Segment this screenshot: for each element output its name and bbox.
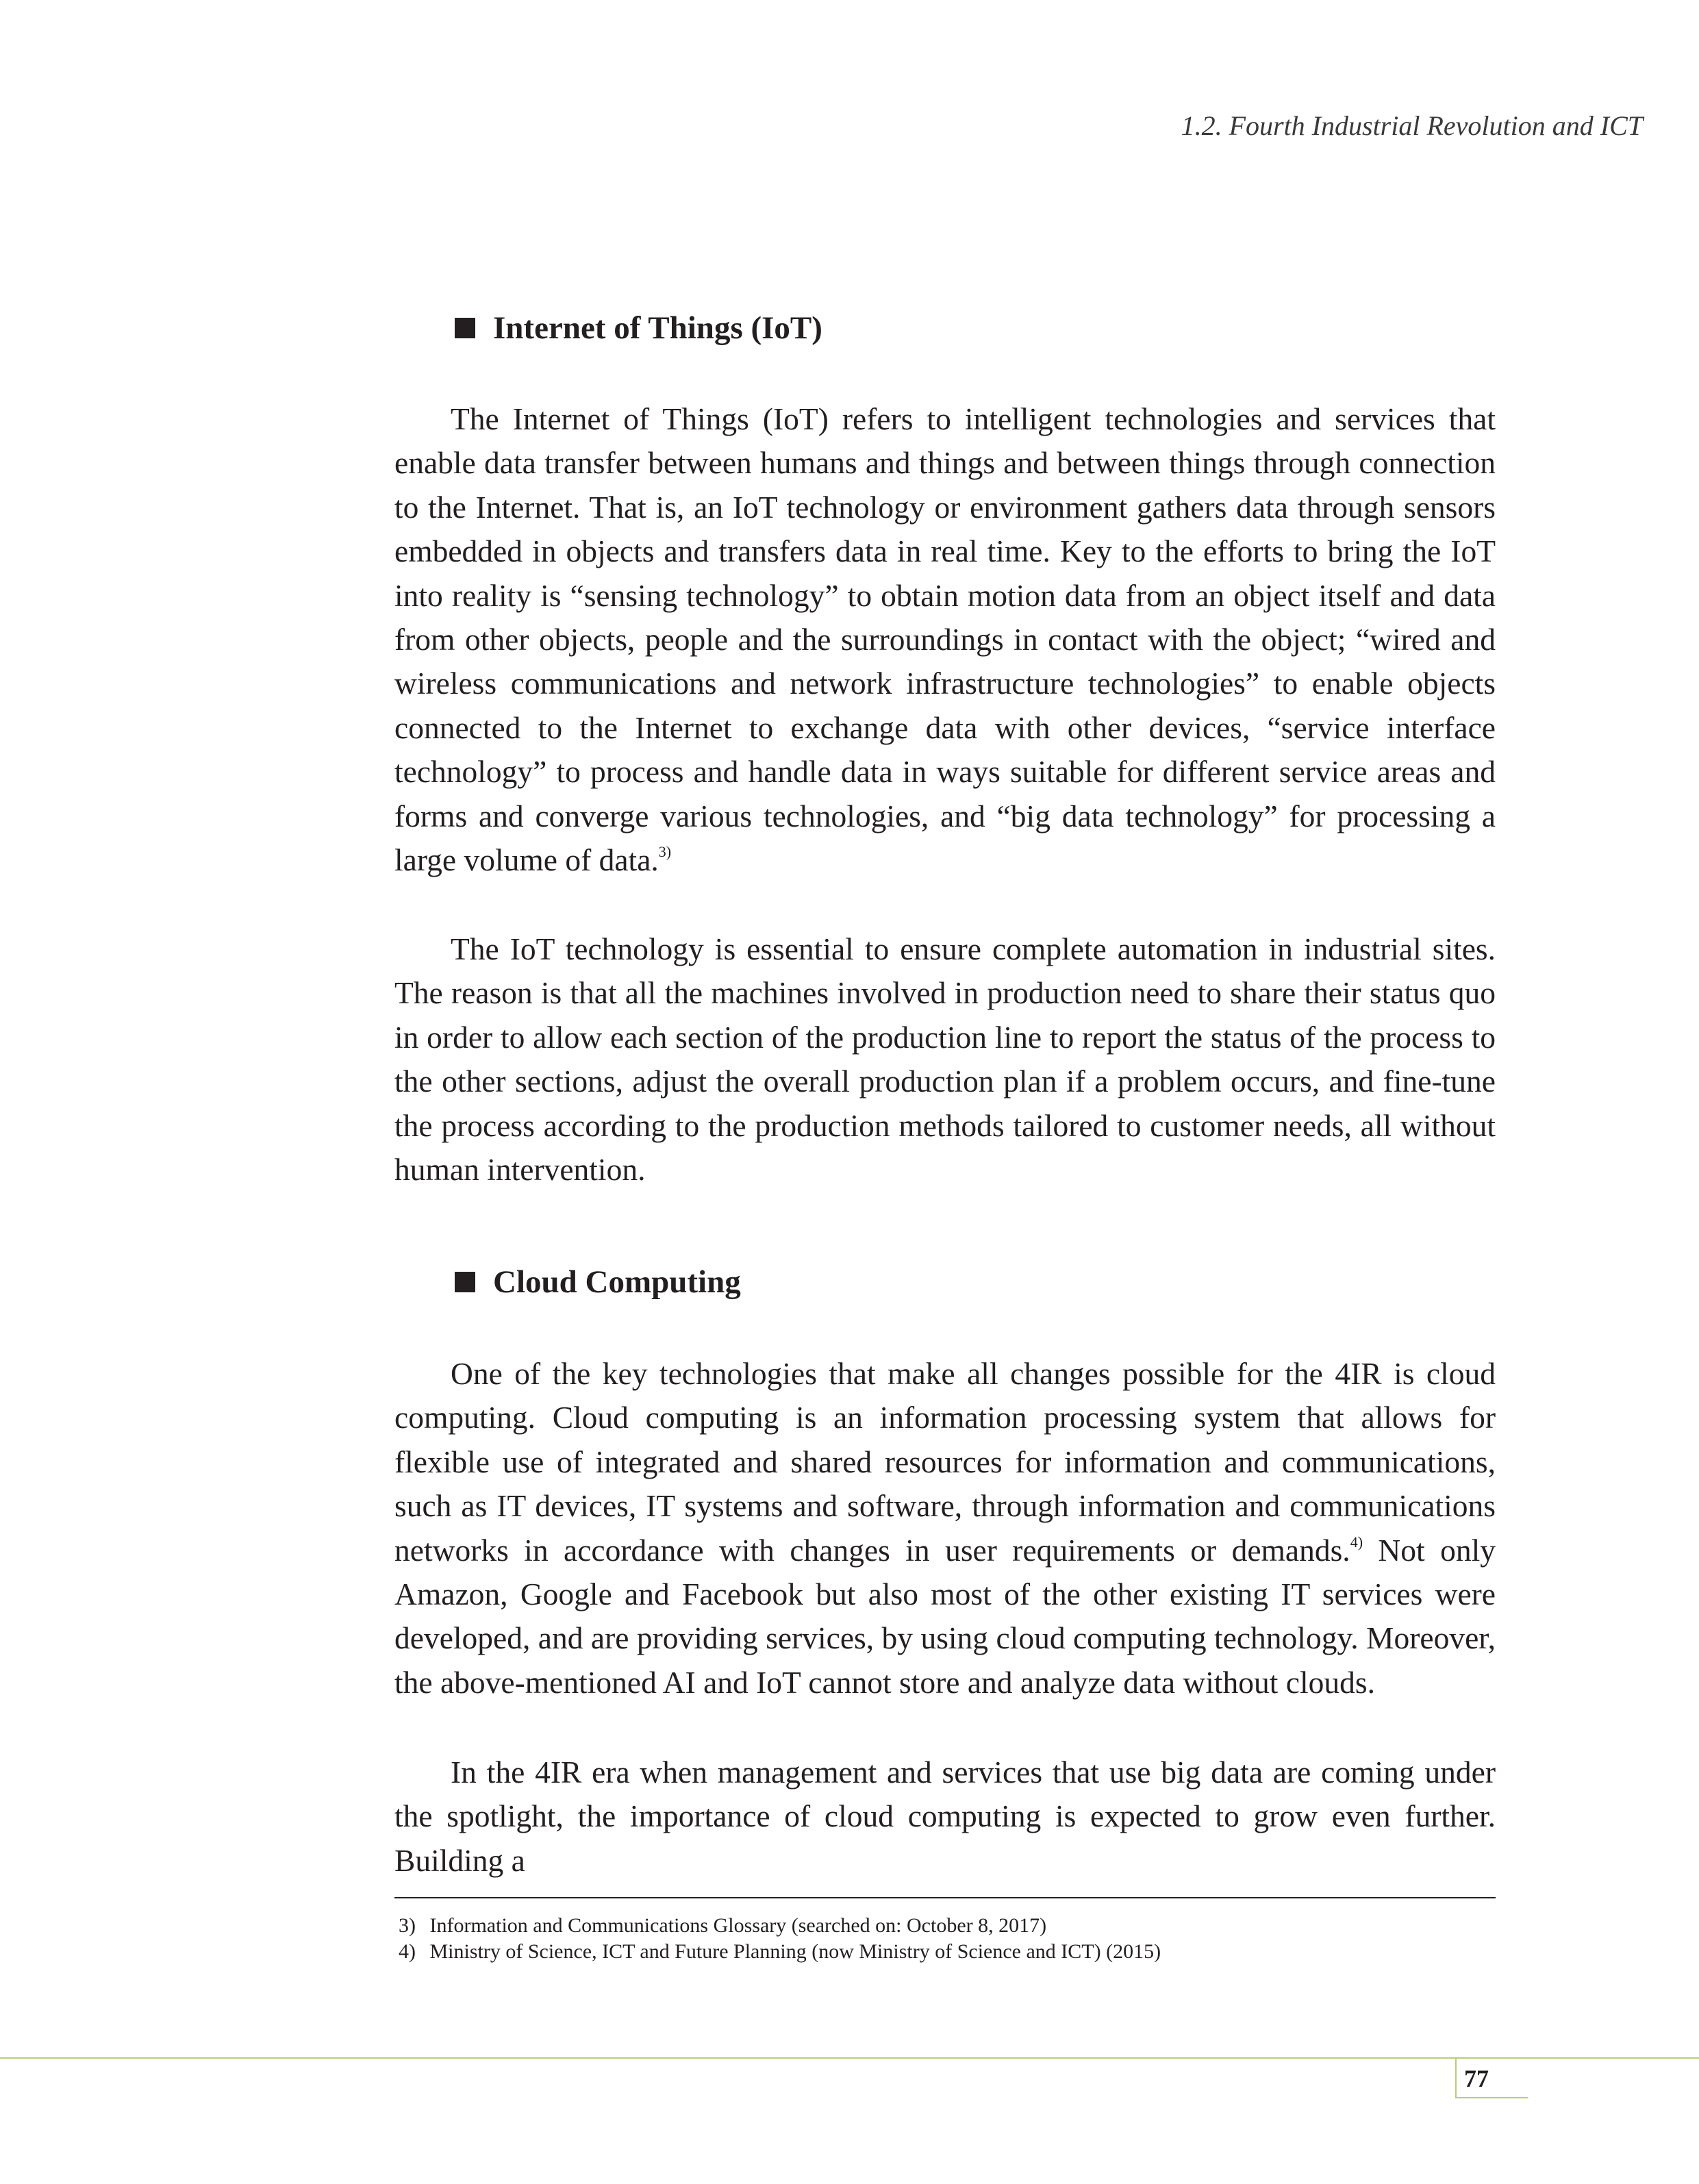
running-header: 1.2. Fourth Industrial Revolution and ICT [1181, 110, 1643, 141]
bottom-accent-line [0, 2057, 1699, 2059]
footnote-ref-3: 3) [658, 843, 672, 861]
paragraph-text: The Internet of Things (IoT) refers to intelligent technologies and services that enable data transfer between humans and things and between things through connection to the Internet. That is, an IoT technology or environment gathers data through sensors embedded in objects and transfers data in real time. Key to the efforts to bring the IoT into reality is “sensing technology” to obtain motion data from an object itself and data from other objects, people and the surroundings in contact with the object; “wired and wireless communications and network infrastructure technologies” to enable objects connected to the Internet to exchange data with other devices, “service interface technology” to process and handle data in ways suitable for different service areas and forms and converge various technologies, and “big data technology” for processing a large volume of data. [394, 401, 1496, 878]
footnote-text: Information and Communications Glossary (searched on: October 8, 2017) [429, 1914, 1047, 1937]
section-heading-text: Cloud Computing [493, 1264, 741, 1300]
page-number: 77 [1464, 2065, 1489, 2092]
footnote-3 [399, 1913, 1494, 1939]
square-bullet-icon [455, 1272, 475, 1292]
paragraph-text: One of the key technologies that make all changes possible for the 4IR is cloud computing. Cloud computing is an information processing system that allows for flexible use of integrated and shared resources for information and communications, such as IT devices, IT systems and software, through information and communications networks in accordance with changes in user requirements or demands. [394, 1356, 1496, 1568]
square-bullet-icon [455, 318, 475, 338]
section-heading-cloud [455, 1264, 741, 1301]
paragraph-text: Not only Amazon, Google and Facebook but also most of the other existing IT services were developed, and are providing services, by using cloud computing technology. Moreover, the above-mentioned AI and IoT cannot store and analyze data without clouds. [394, 1532, 1496, 1700]
footnote-number: 3) [399, 1914, 416, 1937]
footnote-divider [394, 1897, 1496, 1898]
paragraph-cloud-4ir [394, 1750, 1496, 1883]
footnote-4 [399, 1939, 1494, 1965]
paragraph-iot-automation [394, 927, 1496, 1192]
paragraph-text: The IoT technology is essential to ensure complete automation in industrial sites. The reason is that all the machines involved in production need to share their status quo in order to allow each section of the production line to report the status of the process to the other sections, adjust the overall production plan if a problem occurs, and fine-tune the process according to the production methods tailored to customer needs, all without human intervention. [394, 931, 1496, 1188]
section-heading-text: Internet of Things (IoT) [493, 310, 822, 346]
section-heading-iot [455, 310, 822, 347]
footnote-ref-4: 4) [1350, 1533, 1363, 1551]
paragraph-iot-definition [394, 397, 1496, 882]
footnotes [399, 1913, 1494, 1965]
footnote-text: Ministry of Science, ICT and Future Planning (now Ministry of Science and ICT) (2015) [429, 1940, 1161, 1963]
footnote-number: 4) [399, 1940, 416, 1963]
paragraph-cloud-definition [394, 1352, 1496, 1705]
paragraph-text: In the 4IR era when management and services that use big data are coming under the spotlight, the importance of cloud computing is expected to grow even further. Building a [394, 1755, 1496, 1878]
